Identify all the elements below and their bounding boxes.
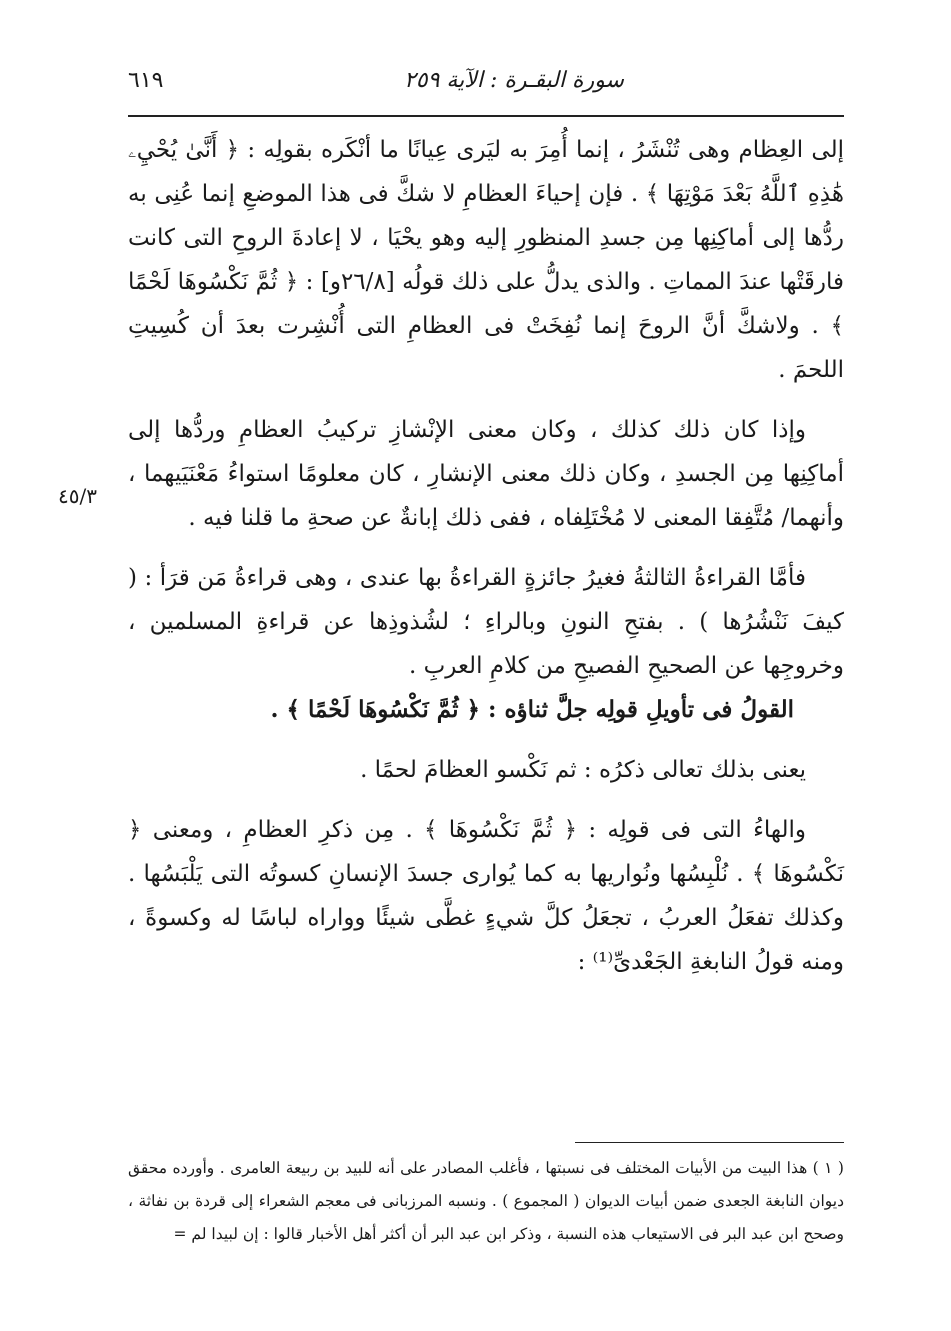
- footnotes: [128, 1152, 844, 1251]
- footnote-rule: [575, 1142, 844, 1143]
- paragraph: يعنى بذلك تعالى ذكرُه : ثم نَكْسو العظامَ لحمًا .: [360, 757, 806, 783]
- page-number: ٦١٩: [128, 68, 164, 93]
- footnote: ( ١ ) هذا البيت من الأبيات المختلف فى نسبتها ، فأغلب المصادر على أنه للبيد بن ربيعة العامرى . وأورده محقق ديوان النابغة الجعدى ضمن أبيات الديوان ( المجموع ) . ونسبه المرزبانى فى معجم الشعراء إلى قردة بن نفاثة ، وصحح ابن عبد البر فى الاستيعاب هذه النسبة ، وذكر ابن عبد البر أن أكثر أهل الأخبار قالوا : إن لبيدا لم =: [128, 1159, 844, 1243]
- paragraph: إلى العِظام وهى تُنْشَرُ ، إنما أُمِرَ به ليَرى عِيانًا ما أنْكَره بقولِه : ﴿ أَنَّىٰ يُحْيِۦ هَٰذِهِ ٱللَّهُ بَعْدَ مَوْتِهَا ﴾ . فإن إحياءَ العظامِ لا شكَّ فى هذا الموضعِ إنما عُنِى به ردُّها إلى أماكِنِها مِن جسدِ المنظورِ إليه وهو يحْيَا ، لا إعادةَ الروحِ التى كانت فارقَتْها عندَ المماتِ . والذى يدلُّ على ذلك قولُه [٢٦/٨و] : ﴿ ثُمَّ نَكْسُوهَا لَحْمًا ﴾ . ولاشكَّ أنَّ الروحَ إنما نُفِخَتْ فى العظامِ التى أُنْشِرت بعدَ أن كُسِيتِ اللحمَ .: [128, 137, 845, 383]
- running-header: [128, 62, 844, 102]
- main-text: [128, 128, 844, 984]
- section-heading: القولُ فى تأويلِ قولِه جلَّ ثناؤه : ﴿ ثُمَّ نَكْسُوهَا لَحْمًا ﴾ .: [270, 696, 794, 723]
- margin-reference: ٤٥/٣: [58, 484, 97, 508]
- paragraph: فأمَّا القراءةُ الثالثةُ فغيرُ جائزةٍ القراءةُ بها عندى ، وهى قراءةُ مَن قرَأ : ( كيفَ نَنْشُرُها ) . بفتحِ النونِ وبالراءِ ؛ لشُذوذِها عن قراءةِ المسلمين ، وخروجِها عن الصحيحِ الفصيحِ من كلامِ العربِ .: [128, 565, 844, 679]
- header-rule: [128, 115, 844, 117]
- surah-verse-title: سورة البقـرة : الآية ٢٥٩: [403, 68, 624, 93]
- paragraph: وإذا كان ذلك كذلك ، وكان معنى الإنْشازِ تركيبُ العظامِ وردُّها إلى أماكِنِها مِن الجسدِ ، وكان ذلك معنى الإنشارِ ، كان معلومًا استواءُ مَعْنَيَيهما ، وأنهما/ مُتَّفِقا المعنى لا مُخْتَلِفاه ، ففى ذلك إبانةٌ عن صحةِ ما قلنا فيه .: [128, 417, 844, 531]
- paragraph: والهاءُ التى فى قولِه : ﴿ ثُمَّ نَكْسُوهَا ﴾ . مِن ذكرِ العظامِ ، ومعنى ﴿ نَكْسُوهَا ﴾ . نُلْبِسُها ونُواريها به كما يُوارى جسدَ الإنسانِ كسوتُه التى يَلْبَسُها . وكذلك تفعَلُ العربُ ، تجعَلُ كلَّ شيءٍ غطَّى شيئًا وواراه لباسًا له وكسوةً ، ومنه قولُ النابغةِ الجَعْدىِّ⁽¹⁾ :: [128, 817, 844, 975]
